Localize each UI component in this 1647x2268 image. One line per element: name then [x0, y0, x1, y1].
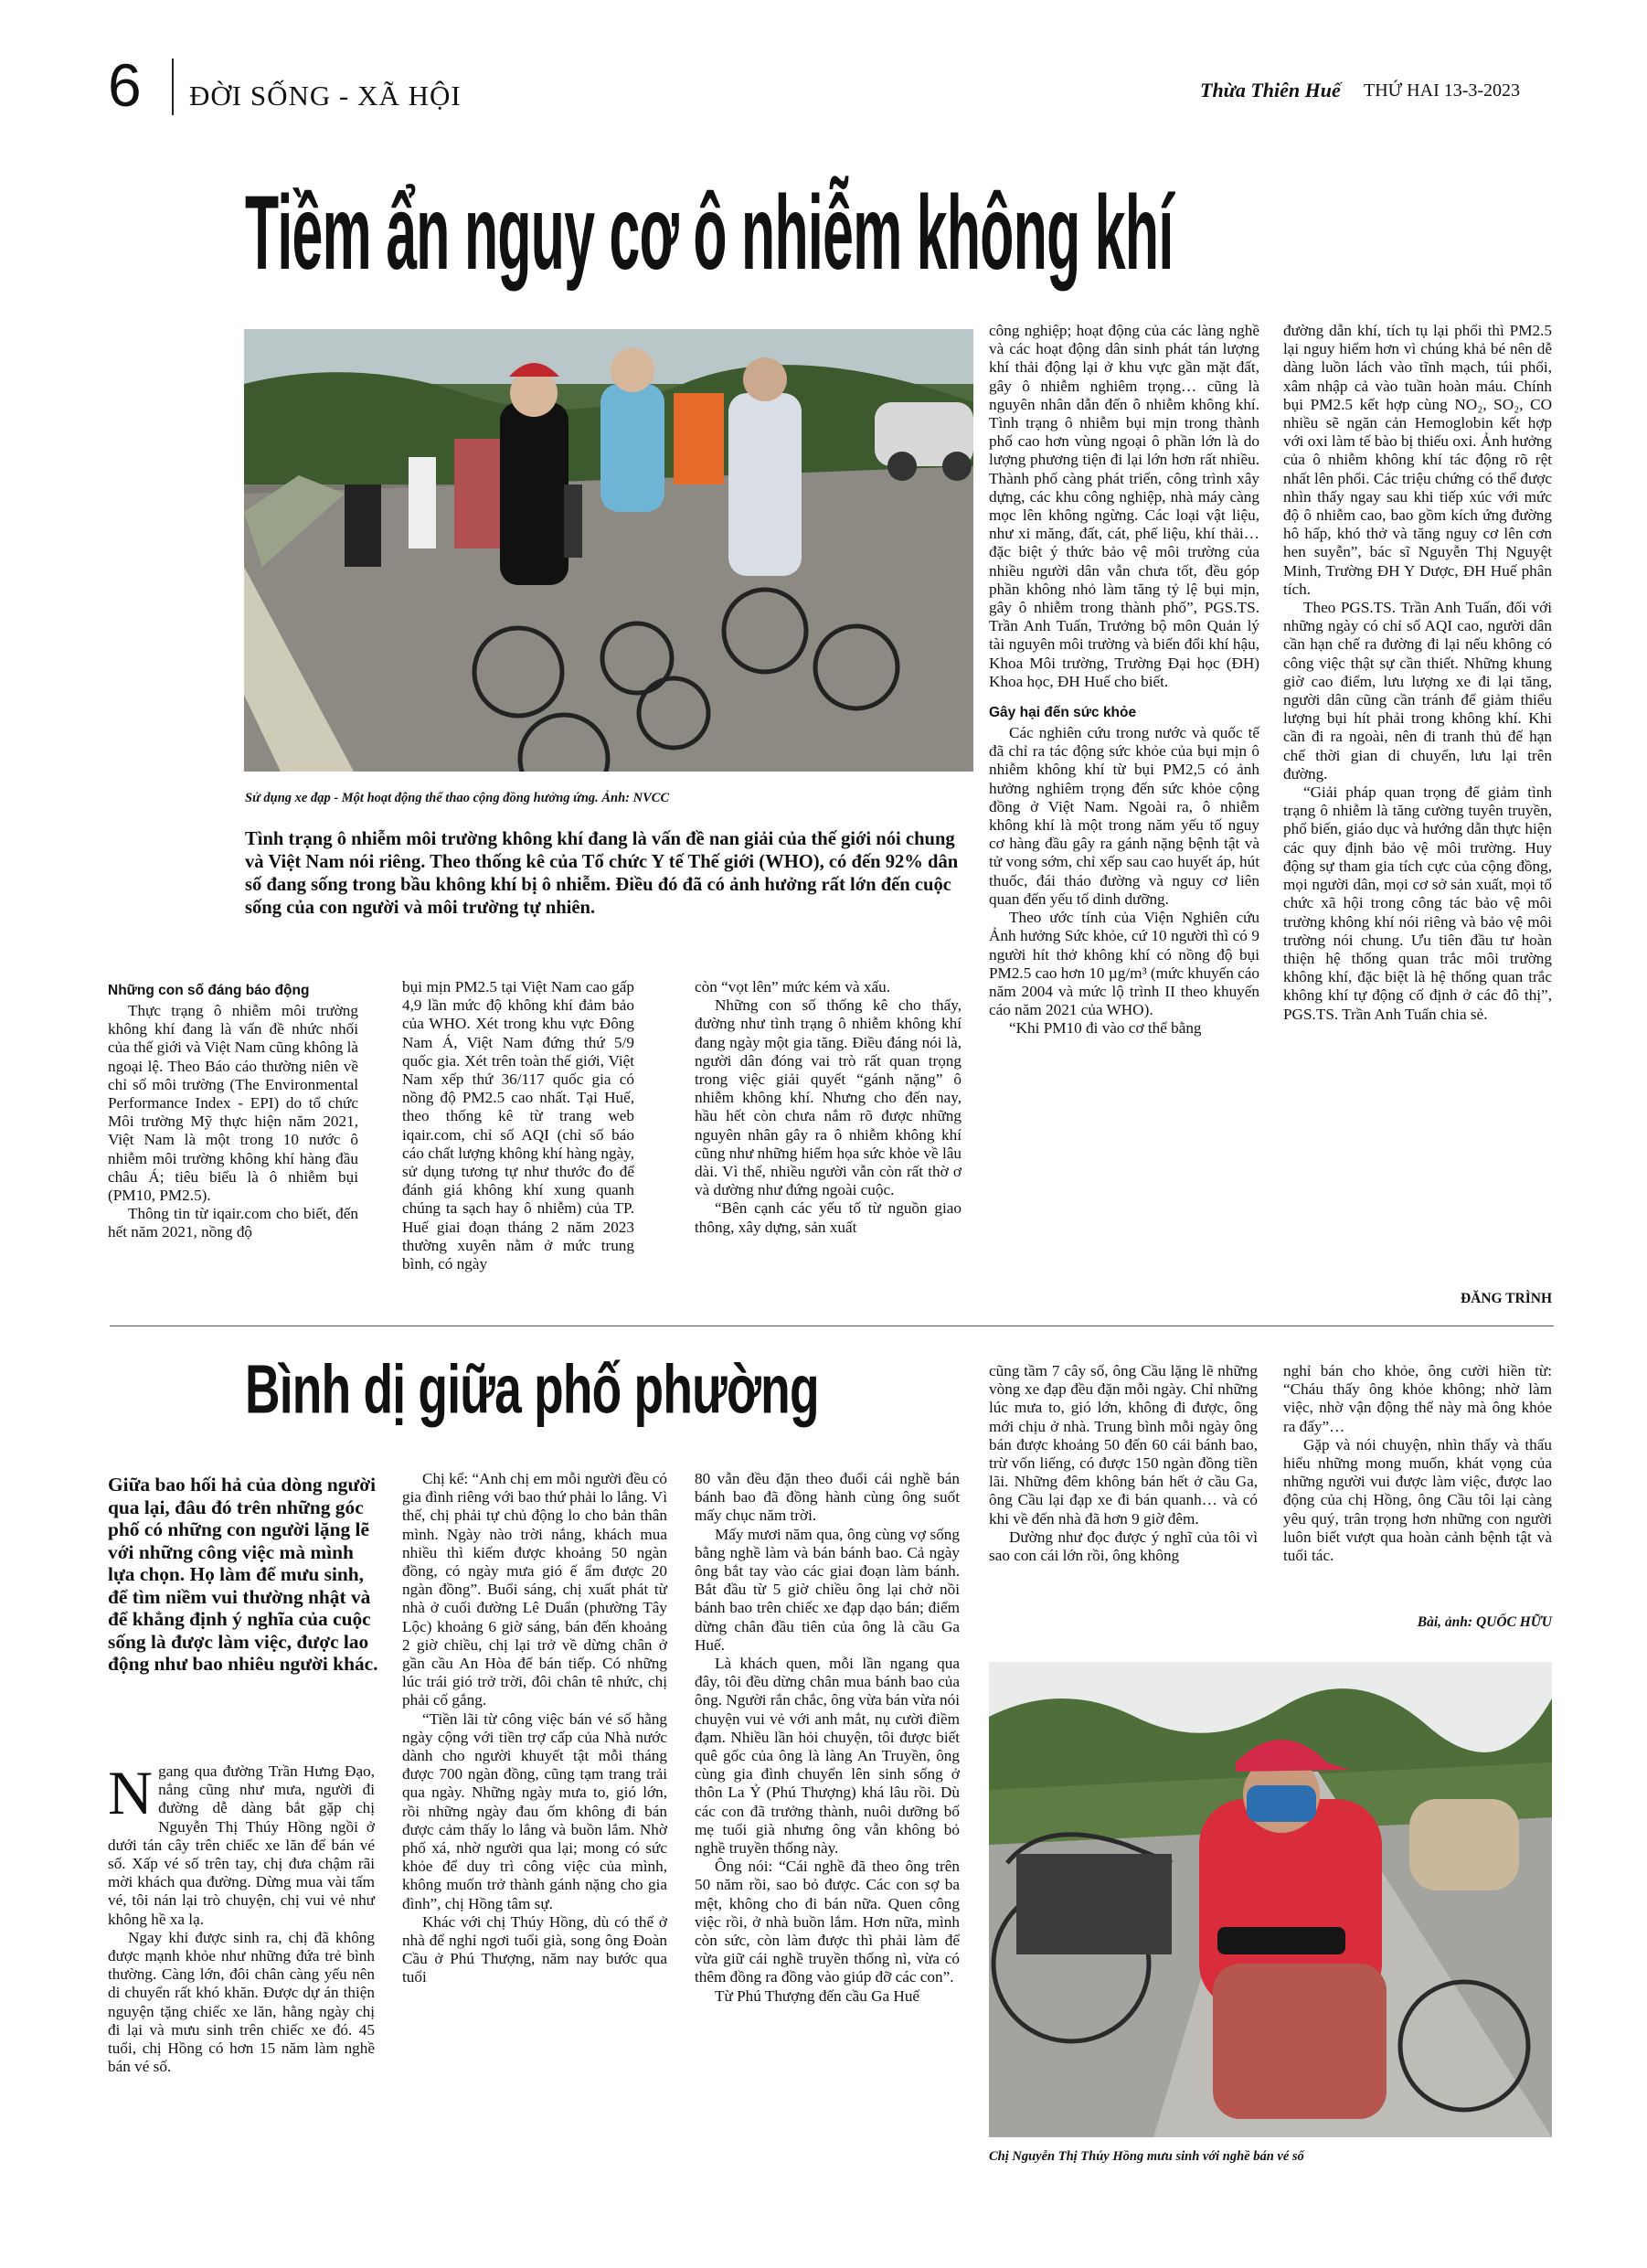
article1-column-3	[695, 978, 962, 1237]
paragraph: “Giải pháp quan trọng để giảm tình trạng ô nhiễm là tăng cường tuyên truyền, phổ biến, giáo dục và hướng dẫn thực hiện các quy định bảo vệ môi trường. Huy động sự tham gia tích cực của cộng đồng, mọi người dân, mọi cơ sở sản xuất, mọi tổ chức xã hội trong công tác bảo vệ môi trường không khí nói riêng và bảo vệ môi trường nói chung. Ưu tiên đầu tư hoàn thiện hệ thống quan trắc môi trường không khí, đặc biệt là hệ thống quan trắc không khí tự động cố định ở các đô thị”, PGS.TS. Trần Anh Tuấn chia sẻ.	[1283, 783, 1552, 1023]
paragraph: Ngay khi được sinh ra, chị đã không được mạnh khỏe như những đứa trẻ bình thường. Càng lớn, đôi chân càng yếu nên di chuyển rất khó khăn. Được dự án thiện nguyện tặng chiếc xe lăn, hằng ngày chị đi lại và mưu sinh trên chiếc xe đó. 45 tuổi, chị Hồng có hơn 15 năm làm nghề bán vé số.	[108, 1928, 375, 2076]
article1-lead: Tình trạng ô nhiễm môi trường không khí đang là vấn đề nan giải của thế giới nói chung và Việt Nam nói riêng. Theo thống kê của Tổ chức Y tế Thế giới (WHO), có đến 92% dân số đang sống trong bầu không khí bị ô nhiễm. Điều đó đã có ảnh hưởng rất lớn đến cuộc sống của con người và môi trường tự nhiên.	[245, 829, 959, 918]
lottery-seller-photo	[989, 1662, 1552, 2137]
paragraph: nghỉ bán cho khỏe, ông cười hiền từ: “Cháu thấy ông khỏe không; nhờ làm việc, nhờ vận động thể này mà ông khỏe ra đấy”…	[1283, 1362, 1552, 1435]
paragraph: cũng tầm 7 cây số, ông Cầu lặng lẽ những vòng xe đạp đều đặn mỗi ngày. Chỉ những lúc mưa to, gió lớn, không đi được, ông mới chịu ở nhà. Trung bình mỗi ngày ông bán được khoảng 50 đến 60 cái bánh bao, trừ vốn liếng, có được 150 ngàn đồng tiền lãi. Những đêm không bán hết ở cầu Ga, ông Cầu lại đạp xe đi bán quanh… và có khi về đến nhà đã hơn 9 giờ đêm.	[989, 1362, 1258, 1528]
drop-cap: N	[108, 1758, 154, 1827]
paragraph: công nghiệp; hoạt động của các làng nghề và các hoạt động dân sinh phát tán lượng khí thải động lại ở khu vực gần mặt đất, gây ô nhiễm nghiêm trọng… cũng là nguyên nhân dẫn đến ô nhiễm không khí. Tình trạng ô nhiễm bụi mịn trong thành phố cao hơn vùng ngoại ô phần lớn là do lượng phương tiện đi lại lớn hơn rất nhiều. Thành phố càng phát triển, công trình xây dựng, các khu công nghiệp, nhà máy càng mọc lên không ngừng. Các loại vật liệu, như xi măng, đất, cát, phế liệu, khí thải… đặc biệt ý thức bảo vệ môi trường của nhiều người dân vẫn chưa tốt, đều góp phần không nhỏ làm tăng tỷ lệ bụi mịn, gây ô nhiễm trong thành phố”, PGS.TS. Trần Anh Tuấn, Trưởng bộ môn Quản lý tài nguyên môi trường và biến đổi khí hậu, Khoa Môi trường, Trường Đại học (ĐH) Khoa học, ĐH Huế cho biết.	[989, 322, 1259, 690]
article2-column-2	[402, 1470, 667, 1987]
article1-photo-caption: Sử dụng xe đạp - Một hoạt động thể thao cộng đồng hưởng ứng. Ảnh: NVCC	[245, 791, 670, 805]
subhead-alarming-figures: Những con số đáng báo động	[108, 983, 310, 998]
paragraph: Chị kể: “Anh chị em mỗi người đều có gia đình riêng với bao thứ phải lo lắng. Vì thế, chị phải tự chủ động lo cho bản thân mình. Ngày nào trời nắng, khách mua nhiều thì kiếm được khoảng 50 ngàn đồng, có ngày mưa gió ế ẩm được 20 ngàn đồng”. Buổi sáng, chị xuất phát từ nhà ở cuối đường Lê Duẩn (phường Tây Lộc) khoảng 6 giờ sáng, bán đến khoảng 2 giờ chiều, chị lại trở về dừng chân ở gần cầu An Hòa để bán tiếp. Có những lúc trái gió trở trời, đôi chân tê nhức, chị phải cố gắng.	[402, 1470, 667, 1709]
paragraph: bụi mịn PM2.5 tại Việt Nam cao gấp 4,9 lần mức độ không khí đảm bảo của WHO. Xét trong khu vực Đông Nam Á, Việt Nam đứng thứ 5/9 quốc gia. Xét trên toàn thế giới, Việt Nam xếp thứ 36/117 quốc gia có nồng độ PM2.5 cao nhất. Tại Huế, theo thống kê từ trang web iqair.com, chỉ số AQI (chỉ số báo cáo chất lượng không khí hàng ngày, sử dụng tương tự như thước đo để đánh giá không khí xung quanh chúng ta sạch hay ô nhiễm) của TP. Huế giai đoạn tháng 2 năm 2023 thường xuyên nằm ở mức trung bình, có ngày	[402, 978, 634, 1273]
paragraph: Theo PGS.TS. Trần Anh Tuấn, đối với những ngày có chỉ số AQI cao, người dân cần hạn chế ra đường đi lại nếu không có công việc thật sự cần thiết. Những khung giờ cao điểm, lưu lượng xe đi lại tăng, người dân cũng cần tránh để giảm thiểu lượng bụi hít phải trong không khí. Khi cần đi ra ngoài, nên đi tranh thủ để hạn chế thời gian di chuyển, lưu lại trên đường.	[1283, 599, 1552, 783]
paragraph: “Khi PM10 đi vào cơ thể bằng	[1009, 1019, 1202, 1038]
page-number: 6	[108, 51, 142, 119]
subhead-health-harm: Gây hại đến sức khỏe	[989, 705, 1137, 721]
paragraph: Là khách quen, mỗi lần ngang qua đây, tôi đều dừng chân mua bánh bao của ông. Người rắn chắc, ông vừa bán vừa nói chuyện vui vẻ với anh mắt, nụ cười điềm đạm. Nhiều lần hỏi chuyện, tôi được biết quê gốc của ông là làng An Truyền, ông cùng gia đình chuyển lên sinh sống ở thôn La Ỷ (Phú Thượng) khá lâu rồi. Dù các con đã trưởng thành, nuôi dưỡng bố mẹ tuổi già nhưng ông vẫn không bỏ nghề truyền thống này.	[695, 1655, 960, 1858]
article2-column-1	[108, 1758, 375, 2076]
article1-column-1	[108, 976, 358, 1242]
paragraph-text: gang qua đường Trần Hưng Đạo, nắng cũng như mưa, người đi đường dễ dàng bắt gặp chị Nguyễn Thị Thúy Hồng ngồi ở dưới tán cây trên chiếc xe lăn để bán vé số. Xấp vé số trên tay, chị đưa chậm rãi mời khách qua đường. Dừng mua vài tấm vé, tôi nán lại trò chuyện, chị vui vẻ như không hề xa lạ.	[108, 1762, 375, 1928]
article2-lead: Giữa bao hối hả của dòng người qua lại, đâu đó trên những góc phố có những con người lặng lẽ với những công việc mà mình lựa chọn. Họ làm để mưu sinh, để tìm niềm vui thường nhật và để khẳng định ý nghĩa của cuộc sống là được làm việc, được lao động như bao nhiêu người khác.	[108, 1474, 378, 1675]
paragraph: Những con số thống kê cho thấy, đường như tình trạng ô nhiễm không khí đang ngày một gia tăng. Điều đáng nói là, người dân đóng vai trò rất quan trọng trong việc giải quyết “gánh nặng” ô nhiễm không khí. Nhưng cho đến nay, hầu hết còn chưa nắm rõ được những nguyên nhân gây ra ô nhiễm không khí cũng như những hiểm họa sức khỏe về lâu dài. Vì thế, nhiều người vẫn còn rất thờ ơ và dường như đứng ngoài cuộc.	[695, 996, 962, 1199]
masthead-divider	[172, 59, 174, 115]
paragraph: “Bên cạnh các yếu tố từ nguồn giao thông, xây dựng, sản xuất	[695, 1199, 962, 1236]
cycling-photo	[244, 329, 973, 772]
article2-headline: Bình dị giữa phố phường	[245, 1351, 819, 1429]
article1-column-4	[989, 322, 1259, 1038]
paragraph: Dường như đọc được ý nghĩ của tôi vì sao con cái lớn rồi, ông không	[989, 1528, 1258, 1565]
article1-column-5	[1283, 322, 1552, 1024]
article2-column-3	[695, 1470, 960, 2006]
paragraph: còn “vọt lên” mức kém và xấu.	[695, 978, 891, 996]
article2-column-4	[989, 1362, 1258, 1565]
article1-column-2	[402, 978, 634, 1273]
paragraph	[108, 1758, 375, 1929]
paragraph: Theo ước tính của Viện Nghiên cứu Ảnh hưởng Sức khỏe, cứ 10 người thì có 9 người hít thở không khí có nồng độ bụi PM2.5 cao hơn 10 µg/m³ (mức khuyến cáo năm 2004 và mức lộ trình II theo khuyến cáo năm 2021 của WHO).	[989, 909, 1259, 1019]
paragraph: Các nghiên cứu trong nước và quốc tế đã chỉ ra tác động sức khỏe của bụi mịn ô nhiễm không khí từ bụi PM2,5 có ảnh hưởng nghiêm trọng đến sức khỏe cộng đồng ở Việt Nam. Ngoài ra, ô nhiễm không khí là một trong năm yếu tố nguy cơ hàng đầu gây ra gánh nặng bệnh tật và tử vong sớm, chỉ xếp sau cao huyết áp, hút thuốc, đái tháo đường và nguy cơ liên quan đến yếu tố dinh dưỡng.	[989, 724, 1259, 908]
article2-byline: Bài, ảnh: QUỐC HỮU	[1417, 1614, 1552, 1630]
paragraph: “Tiền lãi từ công việc bán vé số hằng ngày cộng với tiền trợ cấp của Nhà nước dành cho người khuyết tật mỗi tháng được 700 ngàn đồng, cũng tạm trang trải qua ngày. Những ngày mưa to, gió lớn, rồi những ngày đau ốm không đi bán được cảm thấy lo lắng và buồn lắm. Nhờ phố xá, nhờ người qua lại; mong có sức khỏe để duy trì công việc của mình, không muốn trở thành gánh nặng cho gia đình”, chị Hồng tâm sự.	[402, 1709, 667, 1912]
paper-name: Thừa Thiên Huế	[1200, 79, 1341, 101]
article2-photo-caption: Chị Nguyễn Thị Thúy Hồng mưu sinh với nghề bán vé số	[989, 2149, 1304, 2164]
paragraph: Khác với chị Thúy Hồng, dù có thể ở nhà để nghỉ ngơi tuổi già, song ông Đoàn Cầu ở Phú Thượng, năm nay bước qua tuổi	[402, 1912, 667, 1986]
article1-byline: ĐĂNG TRÌNH	[1460, 1291, 1552, 1306]
paragraph: Gặp và nói chuyện, nhìn thấy và thấu hiểu những mong muốn, khát vọng của những người vui được làm việc, được lao động của chị Hồng, ông Cầu tôi lại càng yêu quý, trân trọng hơn những con người luôn biết vượt qua hoàn cảnh bệnh tật và tuổi tác.	[1283, 1435, 1552, 1565]
article1-headline: Tiềm ẩn nguy cơ ô nhiễm không khí	[245, 175, 1174, 292]
paragraph: Thông tin từ iqair.com cho biết, đến hết năm 2021, nồng độ	[108, 1205, 358, 1241]
issue-date: THỨ HAI 13-3-2023	[1364, 80, 1521, 101]
paragraph: 80 vẫn đều đặn theo đuổi cái nghề bán bánh bao đã đồng hành cùng ông suốt mấy chục năm trời.	[695, 1470, 960, 1525]
paragraph: đường dẫn khí, tích tụ lại phổi thì PM2.5 lại nguy hiểm hơn vì chúng khả bé nên dễ dàng luồn lách vào tĩnh mạch, túi phổi, xâm nhập cả vào tuần hoàn máu. Chính bụi PM2.5 kết hợp cùng NO₂, SO₂, CO nhiều sẽ ngăn cản Hemoglobin kết hợp với oxi làm tế bào bị thiếu oxi. Ảnh hưởng của ô nhiễm không khí tác động rõ rệt nhất lên phổi. Các triệu chứng có thể được nhìn thấy ngay sau khi tiếp xúc với mức độ ô nhiễm cao, bao gồm kích ứng đường hô hấp, khó thở và tăng nguy cơ lên cơn hen suyễn”, bác sĩ Nguyễn Thị Nguyệt Minh, Trường ĐH Y Dược, ĐH Huế phân tích.	[1283, 322, 1552, 598]
paragraph: Từ Phú Thượng đến cầu Ga Huế	[715, 1986, 920, 2005]
paragraph: Mấy mươi năm qua, ông cùng vợ sống bằng nghề làm và bán bánh bao. Cả ngày ông bắt tay vào các giai đoạn làm bánh. Bắt đầu từ 5 giờ chiều ông lại chở nồi bánh bao trên chiếc xe đạp dạo bán; điểm dừng chân đầu tiên của ông là cầu Ga Huế.	[695, 1525, 960, 1654]
paragraph: Thực trạng ô nhiễm môi trường không khí đang là vấn đề nhức nhối của thế giới và Việt Nam cũng không là ngoại lệ. Theo Báo cáo thường niên về chỉ số môi trường (The Environmental Performance Index - EPI) do tổ chức Môi trường Mỹ thực hiện năm 2021, Việt Nam là một trong 10 nước ô nhiễm môi trường không khí hàng đầu châu Á; tiêu biểu là ô nhiễm bụi (PM10, PM2.5).	[108, 1002, 358, 1205]
article2-column-5	[1283, 1362, 1552, 1565]
section-title: ĐỜI SỐNG - XÃ HỘI	[189, 80, 462, 112]
paragraph: Ông nói: “Cái nghề đã theo ông trên 50 năm rồi, sao bỏ được. Các con sợ ba mệt, không cho đi bán nữa. Quen công việc rồi, ở nhà buồn lắm. Hơn nữa, mình còn sức, còn làm được thì phải làm để vừa giữ cái nghề truyền thống nì, vừa có thêm đồng ra đồng vào giúp đỡ các con”.	[695, 1858, 960, 1986]
